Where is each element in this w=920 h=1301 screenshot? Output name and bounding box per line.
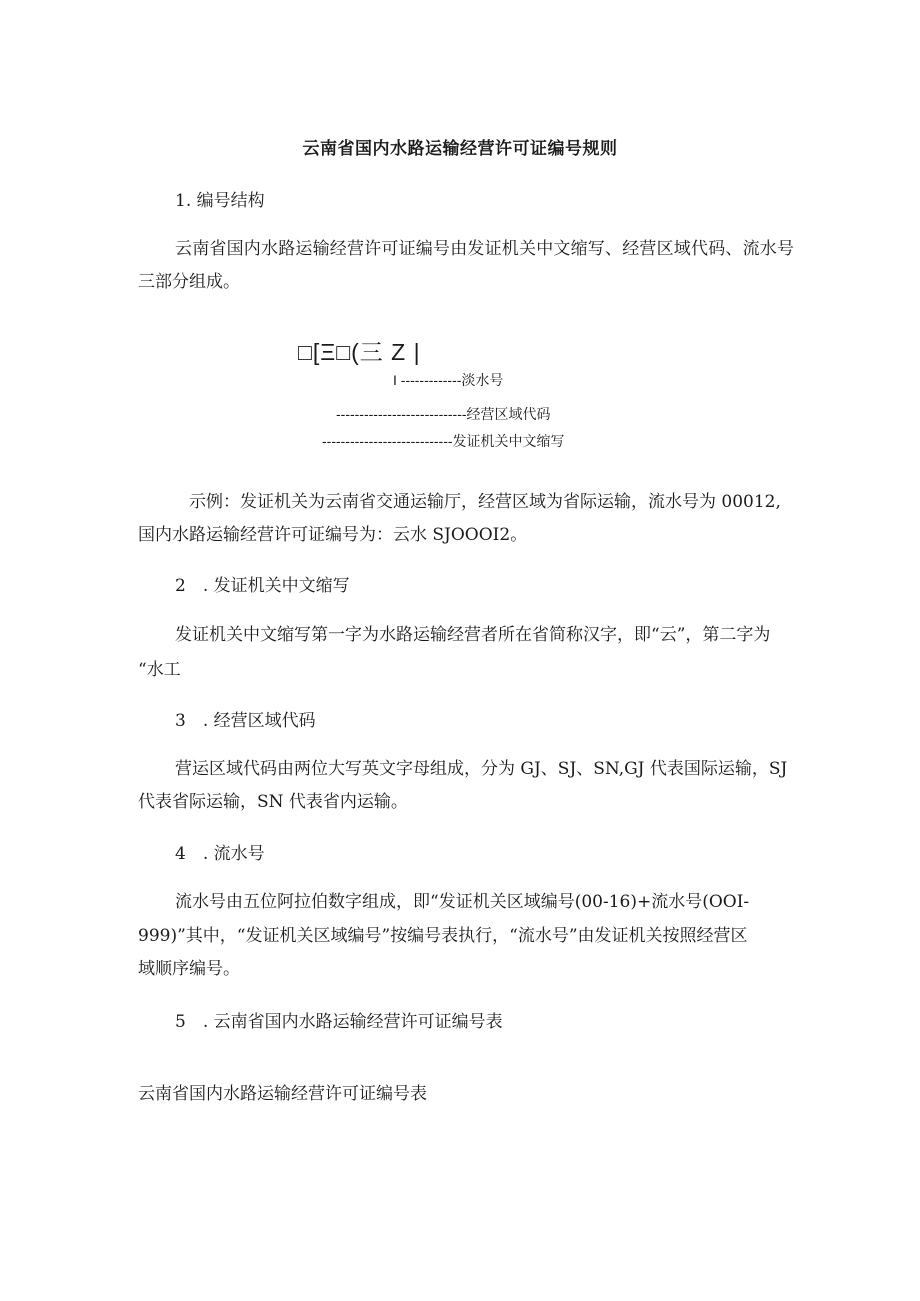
example-line-2: 国内水路运输经营许可证编号为：云水 SJOOOI2。 — [138, 525, 528, 545]
document-title: 云南省国内水路运输经营许可证编号规则 — [302, 139, 618, 159]
section-1-heading: 1. 编号结构 — [175, 191, 265, 211]
section-3-paragraph-line-2: 代表省际运输，SN 代表省内运输。 — [138, 792, 408, 812]
section-4-paragraph-line-1: 流水号由五位阿拉伯数字组成，即“发证机关区域编号(00-16)+流水号(OOI- — [175, 892, 750, 912]
diagram-line-serial-number: I -------------淡水号 — [393, 372, 504, 388]
section-3-paragraph-line-1: 营运区域代码由两位大写英文字母组成，分为 GJ、SJ、SN,GJ 代表国际运输，SJ — [175, 759, 788, 779]
diagram-line-issuer-abbreviation: ----------------------------发证机关中文缩写 — [322, 433, 565, 449]
example-line-1: 示例：发证机关为云南省交通运输厅，经营区域为省际运输，流水号为 00012, — [189, 492, 781, 512]
diagram-line-region-code: ----------------------------经营区域代码 — [336, 406, 551, 422]
section-1-paragraph-line-1: 云南省国内水路运输经营许可证编号由发证机关中文缩写、经营区域代码、流水号 — [175, 239, 795, 259]
section-4-paragraph-line-3: 域顺序编号。 — [138, 959, 240, 979]
section-1-paragraph-line-2: 三部分组成。 — [138, 272, 240, 292]
section-3-heading: 3 . 经营区域代码 — [175, 711, 316, 731]
table-caption: 云南省国内水路运输经营许可证编号表 — [138, 1084, 427, 1104]
diagram-code-glyphs: □[Ξ□(三 Z | — [298, 339, 421, 365]
section-4-heading: 4 . 流水号 — [175, 844, 265, 864]
section-2-paragraph-line-2: “水工 — [138, 660, 181, 680]
section-5-heading: 5 . 云南省国内水路运输经营许可证编号表 — [175, 1012, 503, 1032]
section-2-heading: 2 . 发证机关中文缩写 — [175, 576, 350, 596]
section-2-paragraph-line-1: 发证机关中文缩写第一字为水路运输经营者所在省简称汉字，即“云”，第二字为 — [175, 625, 771, 645]
section-4-paragraph-line-2: 999)”其中，“发证机关区域编号”按编号表执行，“流水号”由发证机关按照经营区 — [138, 926, 748, 946]
